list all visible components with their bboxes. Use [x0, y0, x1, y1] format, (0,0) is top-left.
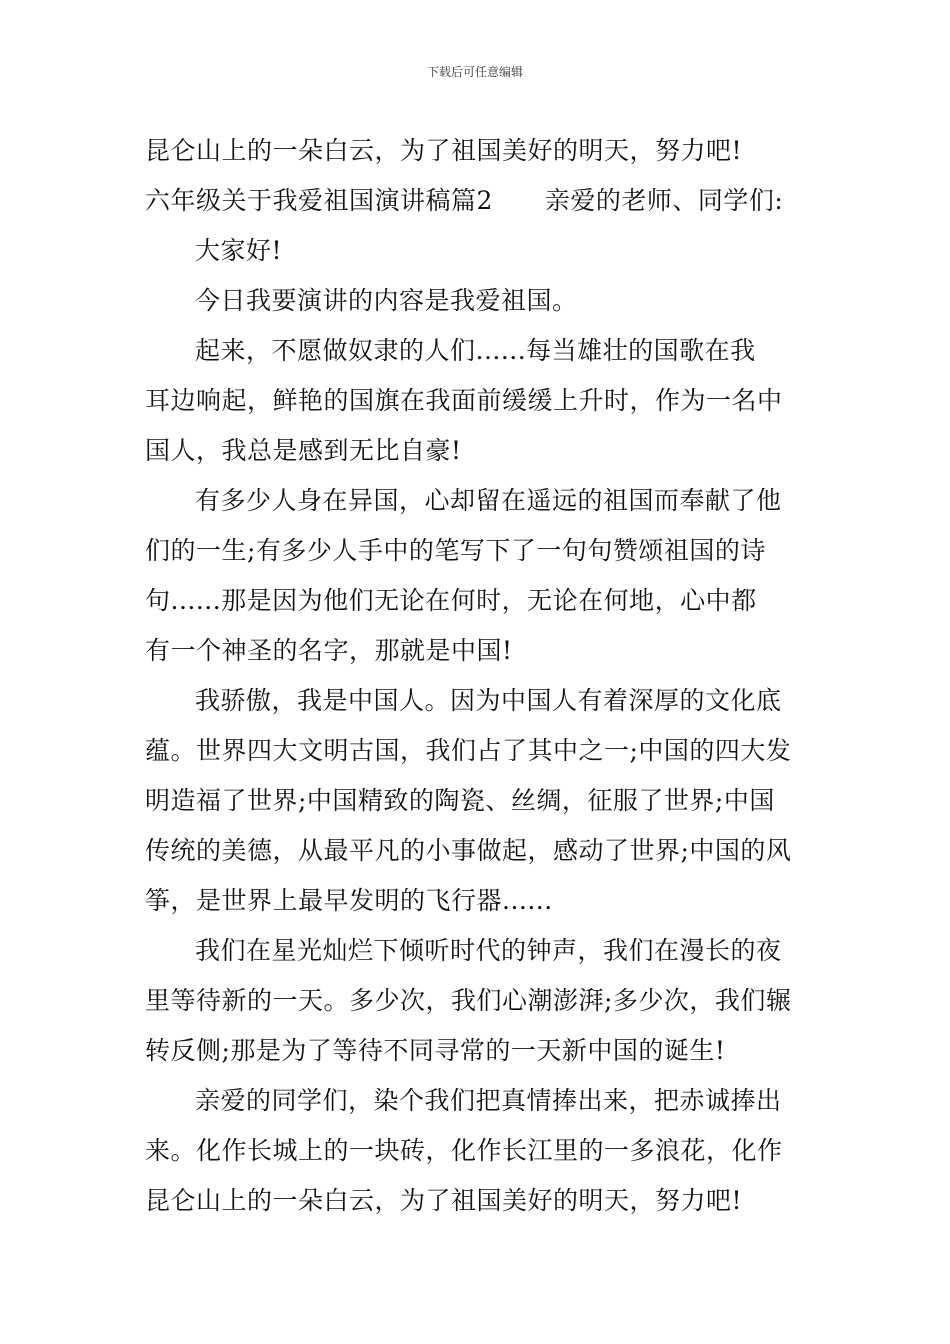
text-line: 转反侧;那是为了等待不同寻常的一天新中国的诞生!: [145, 1036, 726, 1065]
text-line: 耳边响起，鲜艳的国旗在我面前缓缓上升时，作为一名中: [145, 386, 783, 415]
text-line: 句......那是因为他们无论在何时，无论在何地，心中都: [145, 586, 757, 615]
text-line: 们的一生;有多少人手中的笔写下了一句句赞颂祖国的诗: [145, 536, 766, 565]
paragraph-start: 有多少人身在异国，心却留在遥远的祖国而奉献了他: [195, 486, 782, 515]
paragraph-start: 亲爱的同学们，染个我们把真情捧出来，把赤诚捧出: [195, 1086, 782, 1115]
text-line: 来。化作长城上的一块砖，化作长江里的一多浪花，化作: [145, 1136, 783, 1165]
text-line: 筝，是世界上最早发明的飞行器......: [145, 886, 553, 915]
text-line: 蕴。世界四大文明古国，我们占了其中之一;中国的四大发: [145, 736, 792, 765]
page-header-watermark: 下载后可任意编辑: [426, 65, 523, 79]
text-line: 有一个神圣的名字，那就是中国!: [145, 636, 513, 665]
speech-title: 六年级关于我爱祖国演讲稿篇2: [145, 186, 493, 215]
text-line: 国人，我总是感到无比自豪!: [145, 436, 462, 465]
paragraph-start: 大家好!: [195, 236, 283, 265]
title-line: [145, 176, 810, 226]
text-line: 明造福了世界;中国精致的陶瓷、丝绸，征服了世界;中国: [145, 786, 775, 815]
text-line: 昆仑山上的一朵白云，为了祖国美好的明天，努力吧!: [145, 1186, 743, 1215]
text-line: 里等待新的一天。多少次，我们心潮澎湃;多少次，我们辗: [145, 986, 792, 1015]
document-body: [145, 126, 810, 1226]
paragraph-start: 我骄傲，我是中国人。因为中国人有着深厚的文化底: [195, 686, 782, 715]
text-line: 传统的美德，从最平凡的小事做起，感动了世界;中国的风: [145, 836, 792, 865]
paragraph-start: 起来，不愿做奴隶的人们......每当雄壮的国歌在我: [195, 336, 756, 365]
paragraph-start: 今日我要演讲的内容是我爱祖国。: [195, 286, 578, 315]
salutation: 亲爱的老师、同学们:: [544, 186, 784, 215]
paragraph-start: 我们在星光灿烂下倾听时代的钟声，我们在漫长的夜: [195, 936, 782, 965]
text-line: 昆仑山上的一朵白云，为了祖国美好的明天，努力吧!: [145, 136, 743, 165]
